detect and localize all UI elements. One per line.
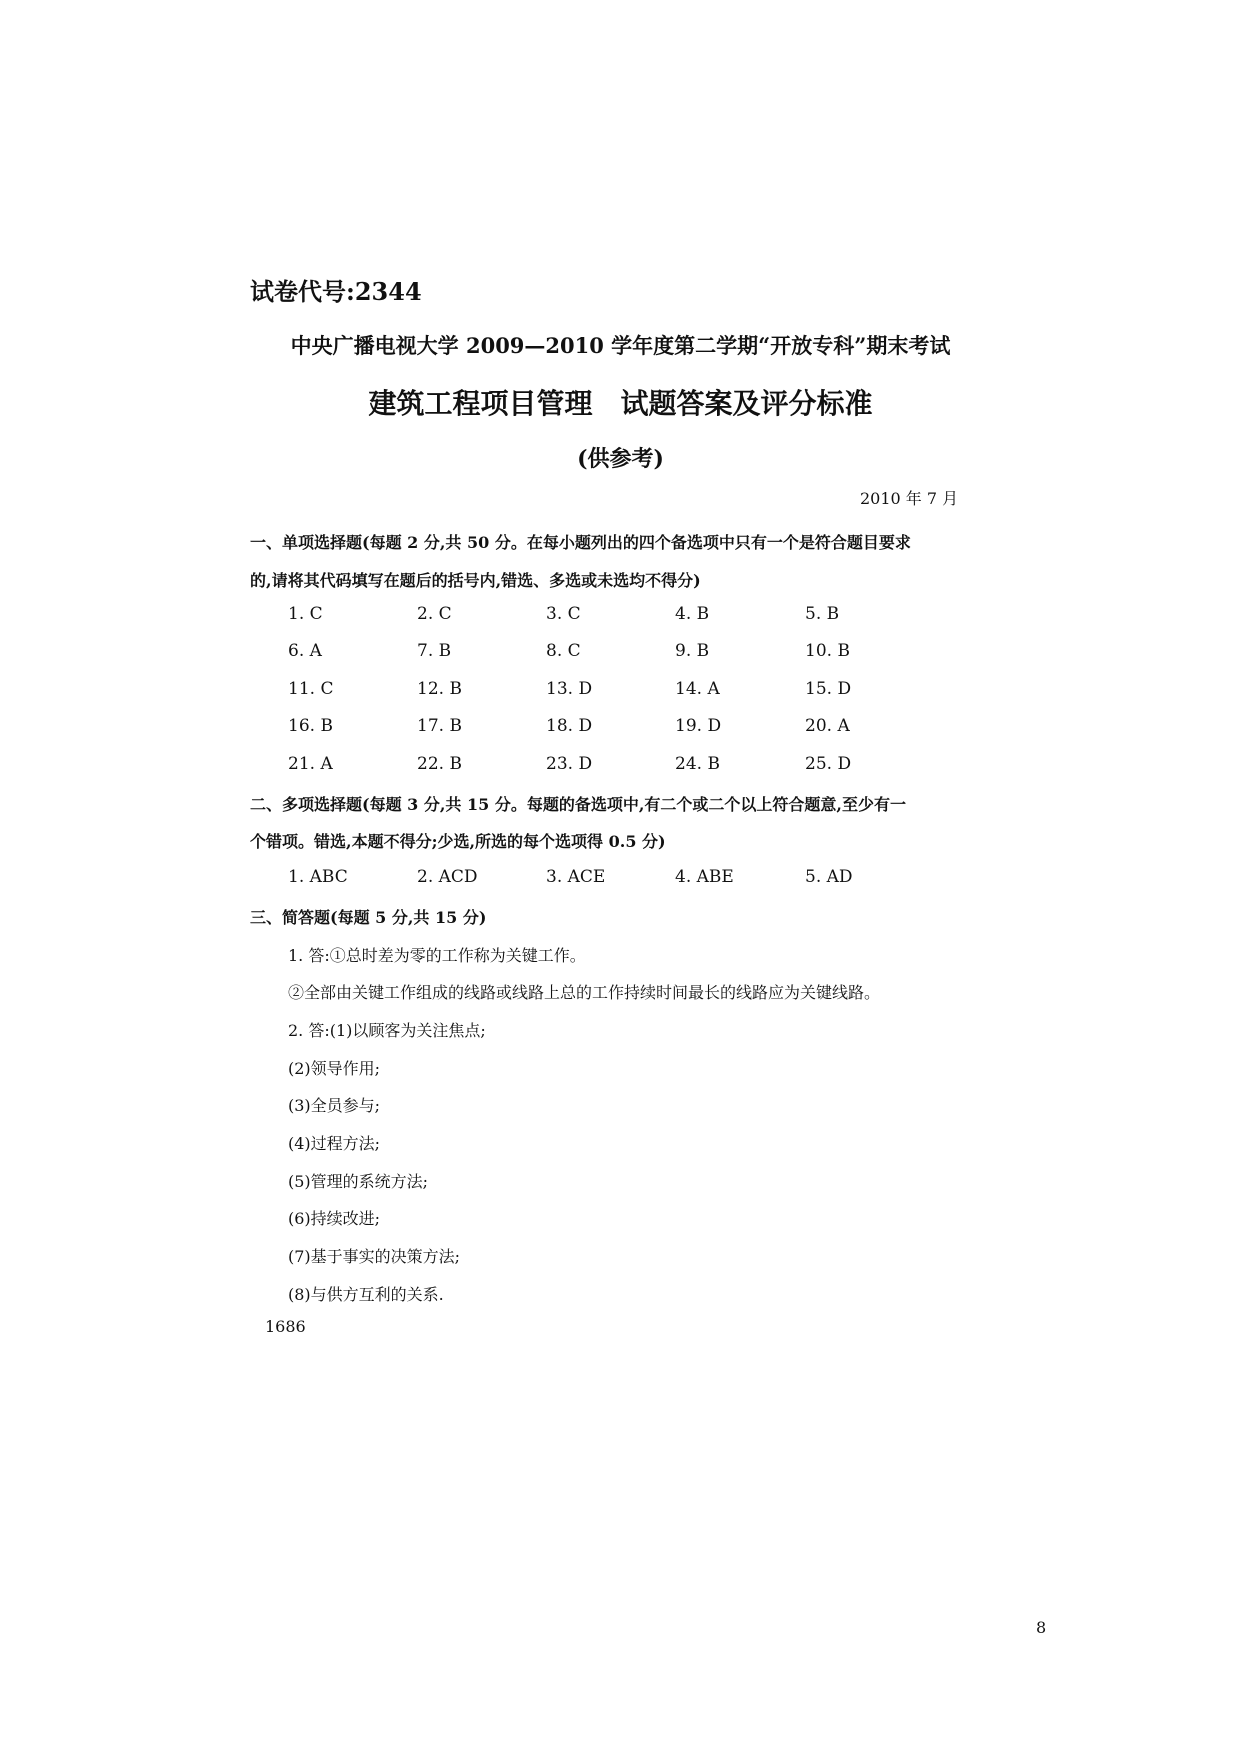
answer-item: 6. A xyxy=(288,641,322,661)
answer-line: (4)过程方法; xyxy=(288,1134,381,1153)
answer-item: 4. ABE xyxy=(675,867,734,887)
answer-item: 9. B xyxy=(675,641,710,661)
answer-item: 2. ACD xyxy=(417,867,478,887)
answer-item: 21. A xyxy=(288,754,333,774)
page-title: 建筑工程项目管理 试题答案及评分标准 xyxy=(368,387,873,420)
section1-heading-line2: 的,请将其代码填写在题后的括号内,错选、多选或未选均不得分) xyxy=(250,571,701,590)
answer-item: 11. C xyxy=(288,679,334,699)
answer-line: (2)领导作用; xyxy=(288,1059,381,1078)
answer-line: 1. 答:①总时差为零的工作称为关键工作。 xyxy=(288,946,586,965)
answer-line: (6)持续改进; xyxy=(288,1209,381,1228)
answer-item: 3. ACE xyxy=(546,867,606,887)
answer-line: (7)基于事实的决策方法; xyxy=(288,1247,461,1266)
page-number: 8 xyxy=(1036,1618,1047,1637)
answer-item: 5. B xyxy=(805,604,840,624)
answer-item: 1. ABC xyxy=(288,867,348,887)
answer-item: 12. B xyxy=(417,679,462,699)
answer-line: ②全部由关键工作组成的线路或线路上总的工作持续时间最长的线路应为关键线路。 xyxy=(288,983,881,1002)
answer-item: 19. D xyxy=(675,716,722,736)
answer-item: 4. B xyxy=(675,604,710,624)
answer-item: 13. D xyxy=(546,679,593,699)
answer-item: 25. D xyxy=(805,754,852,774)
reference-note: (供参考) xyxy=(577,446,664,472)
answer-line: 2. 答:(1)以顾客为关注焦点; xyxy=(288,1021,486,1040)
answer-item: 7. B xyxy=(417,641,452,661)
page-code: 1686 xyxy=(265,1317,306,1336)
answer-item: 15. D xyxy=(805,679,852,699)
answer-line: (8)与供方互利的关系. xyxy=(288,1285,444,1304)
paper-code: 试卷代号:2344 xyxy=(250,277,422,306)
section2-heading-line1: 二、多项选择题(每题 3 分,共 15 分。每题的备选项中,有二个或二个以上符合题意,至少有一 xyxy=(250,795,906,814)
answer-item: 17. B xyxy=(417,716,462,736)
answer-item: 3. C xyxy=(546,604,581,624)
answer-item: 1. C xyxy=(288,604,323,624)
answer-item: 10. B xyxy=(805,641,850,661)
answer-line: (3)全员参与; xyxy=(288,1096,381,1115)
answer-item: 8. C xyxy=(546,641,581,661)
answer-item: 23. D xyxy=(546,754,593,774)
answer-item: 24. B xyxy=(675,754,720,774)
exam-subtitle: 中央广播电视大学 2009—2010 学年度第二学期“开放专科”期末考试 xyxy=(290,333,951,358)
answer-item: 18. D xyxy=(546,716,593,736)
answer-line: (5)管理的系统方法; xyxy=(288,1172,429,1191)
section2-heading-line2: 个错项。错选,本题不得分;少选,所选的每个选项得 0.5 分) xyxy=(250,832,666,851)
answer-item: 14. A xyxy=(675,679,720,699)
answer-item: 2. C xyxy=(417,604,452,624)
answer-item: 5. AD xyxy=(805,867,853,887)
exam-date: 2010 年 7 月 xyxy=(860,489,959,508)
section3-heading: 三、简答题(每题 5 分,共 15 分) xyxy=(250,908,487,927)
answer-item: 16. B xyxy=(288,716,333,736)
answer-item: 22. B xyxy=(417,754,462,774)
section1-heading-line1: 一、单项选择题(每题 2 分,共 50 分。在每小题列出的四个备选项中只有一个是符合题目要求 xyxy=(250,533,911,552)
answer-item: 20. A xyxy=(805,716,850,736)
